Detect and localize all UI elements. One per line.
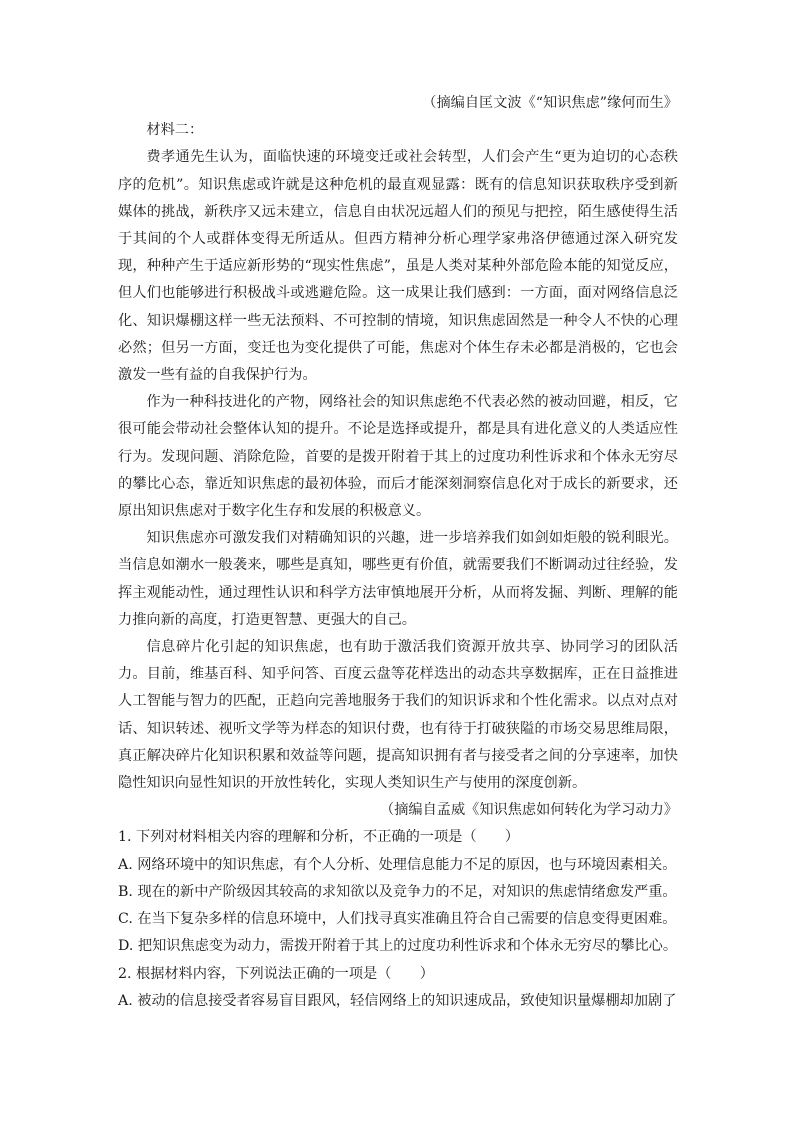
paragraph-3: 知识焦虑亦可激发我们对精确知识的兴趣，进一步培养我们如剑如炬般的锐利眼光。当信息如潮水一般袭来，哪些是真知，哪些更有价值，就需要我们不断调动过往经验，发挥主观能动性，通过理性认识和科学方法审慎地展开分析，从而将发掘、判断、理解的能力推向新的高度，打造更智慧、更强大的自己。 xyxy=(118,530,678,628)
question-1-option-d: D. 把知识焦虑变为动力，需拨开附着于其上的过度功利性诉求和个体永无穷尽的攀比心。 xyxy=(118,938,678,955)
material-2-heading: 材料二： xyxy=(146,122,204,139)
document-page xyxy=(118,90,678,1015)
paragraph-1: 费孝通先生认为，面临快速的环境变迁或社会转型，人们会产生“更为迫切的心态秩序的危机”。知识焦虑或许就是这种危机的最直观显露：既有的信息知识获取秩序受到新媒体的挑战，新秩序又远未建立，信息自由状况远超人们的预见与把控，陌生感使得生活于其间的个人或群体变得无所适从。但西方精神分析心理学家弗洛伊德通过深入研究发现，种种产生于适应新形势的“现实性焦虑”，虽是人类对某种外部危险本能的知觉反应，但人们也能够进行积极战斗或逃避危险。这一成果让我们感到：一方面，面对网络信息泛化、知识爆棚这样一些无法预料、不可控制的情境，知识焦虑固然是一种令人不快的心理必然；但另一方面，变迁也为变化提供了可能，焦虑对个体生存未必都是消极的，它也会激发一些有益的自我保护行为。 xyxy=(118,149,678,384)
source-citation-1: （摘编自匡文波《“知识焦虑”缘何而生》 xyxy=(422,95,678,111)
question-1-option-a: A. 网络环境中的知识焦虑，有个人分析、处理信息能力不足的原因，也与环境因素相关。 xyxy=(118,856,677,873)
question-1-option-b: B. 现在的新中产阶级因其较高的求知欲以及竞争力的不足，对知识的焦虑情绪愈发严重。 xyxy=(118,883,677,900)
source-citation-2: （摘编自孟威《知识焦虑如何转化为学习动力》 xyxy=(380,802,678,819)
question-1: 1. 下列对材料相关内容的理解和分析，不正确的一项是（ ） xyxy=(118,829,520,846)
question-1-option-c: C. 在当下复杂多样的信息环境中，人们找寻真实准确且符合自己需要的信息变得更困难。 xyxy=(118,911,677,928)
paragraph-2: 作为一种科技进化的产物，网络社会的知识焦虑绝不代表必然的被动回避，相反，它很可能会带动社会整体认知的提升。不论是选择或提升，都是具有进化意义的人类适应性行为。发现问题、消除危险，首要的是拨开附着于其上的过度功利性诉求和个体永无穷尽的攀比心态，靠近知识焦虑的最初体验，而后才能深刻洞察信息化对于成长的新要求，还原出知识焦虑对于数字化生存和发展的积极意义。 xyxy=(118,394,678,520)
paragraph-4: 信息碎片化引起的知识焦虑，也有助于激活我们资源开放共享、协同学习的团队活力。目前，维基百科、知乎问答、百度云盘等花样迭出的动态共享数据库，正在日益推进人工智能与智力的匹配，正趋向完善地服务于我们的知识诉求和个性化需求。以点对点对话、知识转述、视听文学等为样态的知识付费，也有待于打破狭隘的市场交易思维局限，真正解决碎片化知识积累和效益等问题，提高知识拥有者与接受者之间的分享速率，加快隐性知识向显性知识的开放性转化，实现人类知识生产与使用的深度创新。 xyxy=(118,639,678,792)
question-2: 2. 根据材料内容，下列说法正确的一项是（ ） xyxy=(118,965,434,982)
question-2-option-a: A. 被动的信息接受者容易盲目跟风，轻信网络上的知识速成品，致使知识量爆棚却加剧了 xyxy=(118,992,677,1009)
